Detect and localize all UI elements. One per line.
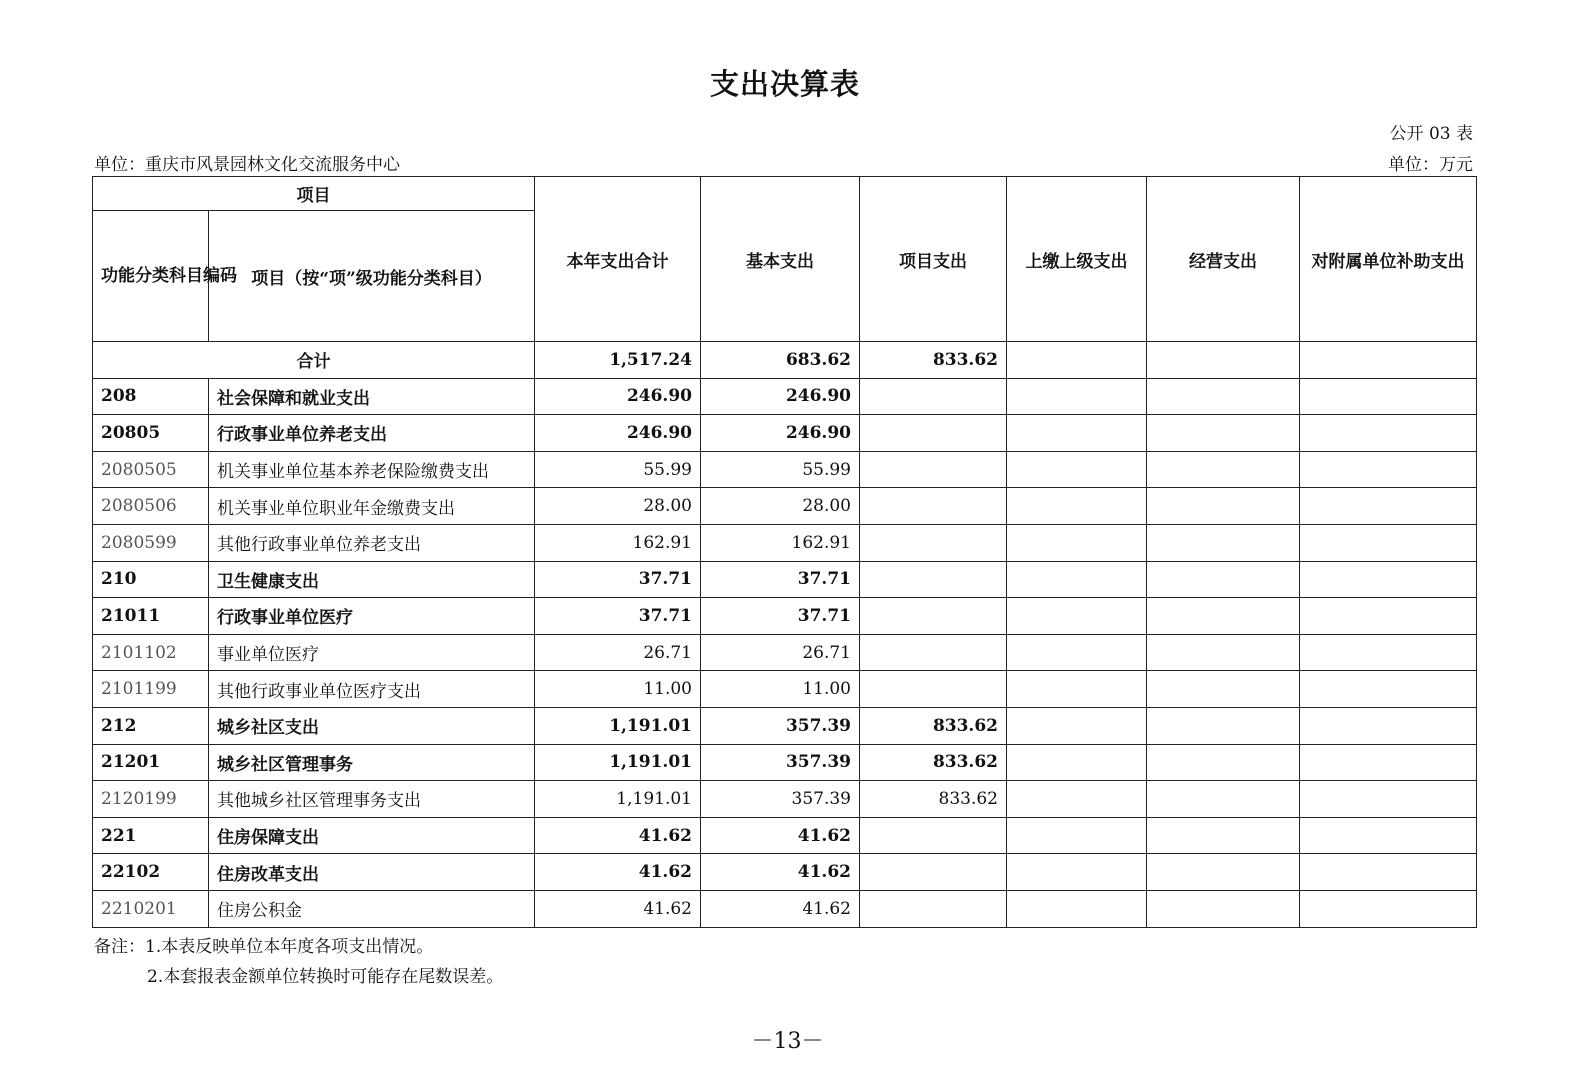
total-basic: 683.62 <box>701 342 860 379</box>
cell-upper <box>1007 781 1147 818</box>
cell-basic: 41.62 <box>701 854 860 891</box>
header-basic: 基本支出 <box>701 177 860 342</box>
table-row <box>93 781 1477 818</box>
cell-business <box>1147 451 1300 488</box>
expenditure-table <box>92 176 1477 928</box>
table-row <box>93 671 1477 708</box>
cell-basic: 246.90 <box>701 415 860 452</box>
cell-code: 212 <box>93 707 209 744</box>
header-project-group: 项目 <box>93 177 535 211</box>
cell-business <box>1147 634 1300 671</box>
cell-project <box>860 634 1007 671</box>
table-row <box>93 378 1477 415</box>
table-row <box>93 890 1477 927</box>
cell-code: 2101199 <box>93 671 209 708</box>
cell-code: 21011 <box>93 598 209 635</box>
cell-project <box>860 890 1007 927</box>
cell-code: 20805 <box>93 415 209 452</box>
cell-name: 其他城乡社区管理事务支出 <box>209 781 535 818</box>
cell-upper <box>1007 817 1147 854</box>
cell-business <box>1147 817 1300 854</box>
cell-total: 41.62 <box>535 890 701 927</box>
cell-name: 城乡社区支出 <box>209 707 535 744</box>
notes <box>94 932 503 992</box>
cell-upper <box>1007 488 1147 525</box>
cell-business <box>1147 524 1300 561</box>
cell-project <box>860 671 1007 708</box>
cell-subsidy <box>1300 488 1477 525</box>
table-row <box>93 451 1477 488</box>
cell-project <box>860 524 1007 561</box>
cell-name: 城乡社区管理事务 <box>209 744 535 781</box>
cell-basic: 55.99 <box>701 451 860 488</box>
cell-total: 26.71 <box>535 634 701 671</box>
cell-subsidy <box>1300 598 1477 635</box>
cell-basic: 41.62 <box>701 817 860 854</box>
cell-total: 41.62 <box>535 854 701 891</box>
header-name: 项目（按“项”级功能分类科目） <box>209 211 535 342</box>
cell-total: 11.00 <box>535 671 701 708</box>
table-row <box>93 415 1477 452</box>
table-row <box>93 524 1477 561</box>
cell-total: 246.90 <box>535 378 701 415</box>
header-total: 本年支出合计 <box>535 177 701 342</box>
total-total: 1,517.24 <box>535 342 701 379</box>
table-row <box>93 561 1477 598</box>
cell-basic: 162.91 <box>701 524 860 561</box>
reporting-unit: 单位：重庆市风景园林文化交流服务中心 <box>94 155 400 175</box>
cell-basic: 37.71 <box>701 561 860 598</box>
cell-name: 机关事业单位职业年金缴费支出 <box>209 488 535 525</box>
table-row <box>93 707 1477 744</box>
cell-project: 833.62 <box>860 744 1007 781</box>
cell-code: 2080506 <box>93 488 209 525</box>
note-line-2: 2.本套报表金额单位转换时可能存在尾数误差。 <box>147 967 504 987</box>
cell-total: 28.00 <box>535 488 701 525</box>
cell-project <box>860 854 1007 891</box>
total-upper <box>1007 342 1147 379</box>
cell-upper <box>1007 890 1147 927</box>
cell-total: 37.71 <box>535 598 701 635</box>
cell-upper <box>1007 707 1147 744</box>
cell-total: 1,191.01 <box>535 707 701 744</box>
form-number: 公开 03 表 <box>1389 124 1473 144</box>
page-title: 支出决算表 <box>709 67 860 101</box>
cell-code: 2080599 <box>93 524 209 561</box>
cell-name: 社会保障和就业支出 <box>209 378 535 415</box>
cell-subsidy <box>1300 744 1477 781</box>
cell-upper <box>1007 671 1147 708</box>
header-subsidy: 对附属单位补助支出 <box>1300 177 1477 342</box>
cell-name: 机关事业单位基本养老保险缴费支出 <box>209 451 535 488</box>
cell-total: 162.91 <box>535 524 701 561</box>
cell-name: 事业单位医疗 <box>209 634 535 671</box>
cell-business <box>1147 744 1300 781</box>
cell-subsidy <box>1300 378 1477 415</box>
cell-code: 22102 <box>93 854 209 891</box>
cell-subsidy <box>1300 451 1477 488</box>
cell-project <box>860 378 1007 415</box>
cell-total: 1,191.01 <box>535 744 701 781</box>
cell-business <box>1147 890 1300 927</box>
cell-basic: 11.00 <box>701 671 860 708</box>
total-subsidy <box>1300 342 1477 379</box>
cell-basic: 357.39 <box>701 744 860 781</box>
cell-subsidy <box>1300 817 1477 854</box>
cell-subsidy <box>1300 707 1477 744</box>
header-business: 经营支出 <box>1147 177 1300 342</box>
cell-subsidy <box>1300 854 1477 891</box>
cell-code: 21201 <box>93 744 209 781</box>
cell-subsidy <box>1300 634 1477 671</box>
cell-project <box>860 817 1007 854</box>
cell-basic: 41.62 <box>701 890 860 927</box>
cell-subsidy <box>1300 781 1477 818</box>
cell-project: 833.62 <box>860 707 1007 744</box>
page-number: －13－ <box>751 1029 824 1054</box>
cell-basic: 246.90 <box>701 378 860 415</box>
cell-name: 卫生健康支出 <box>209 561 535 598</box>
cell-project: 833.62 <box>860 781 1007 818</box>
total-row <box>93 342 1477 379</box>
header-upper: 上缴上级支出 <box>1007 177 1147 342</box>
table-row <box>93 598 1477 635</box>
cell-subsidy <box>1300 890 1477 927</box>
cell-code: 2080505 <box>93 451 209 488</box>
cell-total: 55.99 <box>535 451 701 488</box>
table-row <box>93 634 1477 671</box>
cell-business <box>1147 488 1300 525</box>
cell-code: 221 <box>93 817 209 854</box>
cell-subsidy <box>1300 524 1477 561</box>
cell-name: 住房保障支出 <box>209 817 535 854</box>
cell-business <box>1147 707 1300 744</box>
table-row <box>93 744 1477 781</box>
cell-business <box>1147 854 1300 891</box>
cell-upper <box>1007 598 1147 635</box>
table-row <box>93 854 1477 891</box>
header-code: 功能分类科目编码 <box>93 211 209 342</box>
cell-project <box>860 488 1007 525</box>
cell-total: 41.62 <box>535 817 701 854</box>
cell-basic: 357.39 <box>701 781 860 818</box>
cell-business <box>1147 671 1300 708</box>
cell-business <box>1147 598 1300 635</box>
cell-business <box>1147 378 1300 415</box>
header-project: 项目支出 <box>860 177 1007 342</box>
cell-basic: 26.71 <box>701 634 860 671</box>
cell-subsidy <box>1300 415 1477 452</box>
cell-name: 行政事业单位医疗 <box>209 598 535 635</box>
cell-name: 住房改革支出 <box>209 854 535 891</box>
total-label: 合计 <box>93 342 535 379</box>
cell-upper <box>1007 634 1147 671</box>
cell-name: 其他行政事业单位医疗支出 <box>209 671 535 708</box>
cell-name: 住房公积金 <box>209 890 535 927</box>
total-project: 833.62 <box>860 342 1007 379</box>
cell-upper <box>1007 415 1147 452</box>
cell-total: 1,191.01 <box>535 781 701 818</box>
total-business <box>1147 342 1300 379</box>
cell-subsidy <box>1300 561 1477 598</box>
cell-code: 210 <box>93 561 209 598</box>
cell-upper <box>1007 561 1147 598</box>
cell-total: 246.90 <box>535 415 701 452</box>
cell-project <box>860 561 1007 598</box>
cell-basic: 28.00 <box>701 488 860 525</box>
cell-code: 208 <box>93 378 209 415</box>
cell-business <box>1147 561 1300 598</box>
cell-code: 2210201 <box>93 890 209 927</box>
cell-upper <box>1007 854 1147 891</box>
cell-upper <box>1007 378 1147 415</box>
cell-upper <box>1007 744 1147 781</box>
cell-basic: 37.71 <box>701 598 860 635</box>
note-line-1: 备注：1.本表反映单位本年度各项支出情况。 <box>94 937 434 957</box>
cell-business <box>1147 415 1300 452</box>
cell-subsidy <box>1300 671 1477 708</box>
cell-basic: 357.39 <box>701 707 860 744</box>
cell-project <box>860 598 1007 635</box>
cell-name: 其他行政事业单位养老支出 <box>209 524 535 561</box>
cell-project <box>860 415 1007 452</box>
cell-code: 2120199 <box>93 781 209 818</box>
cell-code: 2101102 <box>93 634 209 671</box>
cell-total: 37.71 <box>535 561 701 598</box>
cell-name: 行政事业单位养老支出 <box>209 415 535 452</box>
cell-upper <box>1007 524 1147 561</box>
table-row <box>93 488 1477 525</box>
table-row <box>93 817 1477 854</box>
currency-unit: 单位：万元 <box>1388 155 1473 175</box>
cell-project <box>860 451 1007 488</box>
cell-business <box>1147 781 1300 818</box>
cell-upper <box>1007 451 1147 488</box>
